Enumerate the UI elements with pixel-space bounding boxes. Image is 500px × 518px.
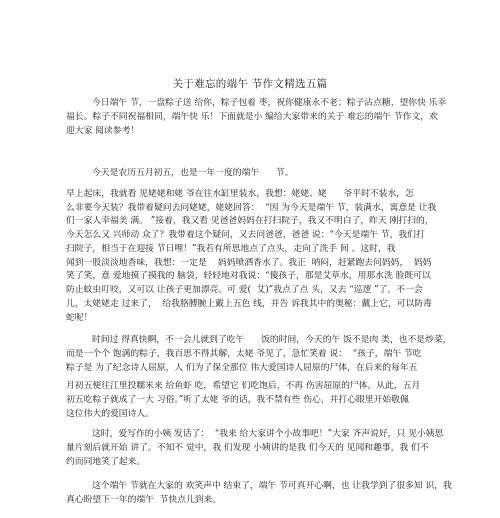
body-line: 月初五便往江里投糯米来 给鱼虾 吃，希望它 们吃饱后，不再 伤害屈原的尸体。从此，五月 [66, 381, 421, 391]
body-line: 迎大家 阅读参考！ [66, 126, 140, 136]
body-line: 真心盼望下一年的端午 节快点儿到来。 [66, 495, 222, 505]
body-line: 闻到一股淡淡地香味，我想：一定是 妈妈喷洒香水了。我正 呐闷，赶紧跑去问妈妈， 妈妈 [66, 258, 432, 268]
body-line: 们一家人幸福美 满。 ”接着，我又看 见爸爸妈妈在打扫院子，我又不明白了，昨天 刚打扫的， [66, 216, 434, 226]
body-line: 么非要今天装？我带着疑问去问姥姥，姥姥回答： “因 为今天是端午 节，装满水，寓意是 让我 [66, 203, 437, 213]
body-line: 时间过 得真快啊，不一会儿就到了吃午 饭的时间，今天的午 饭不是肉 类，也不是炒菜， [92, 335, 452, 345]
body-line: 笑了笑，意 爱地摸了摸我的 脑袋，轻轻地对我说：“傻孩子，那是艾草水，用那水洗 脸既可以 [66, 271, 431, 281]
body-line: 这位伟大的爱国诗人。 [66, 409, 154, 419]
body-line: 扫院子，相当于在迎接 节日哩！”我若有所思地点了点头，走向了洗手 间 。这时，我 [66, 244, 396, 254]
body-line: 福长。粽子不同祝福相同，端午快 乐！下面就是小 编给大家带来的关于 难忘的端午 节作文，欢 [66, 112, 438, 122]
body-line: 今天怎么又 兴师动 众了？我带着这个疑问，又去问爸爸，爸爸 说：“今天是端午 节，我们打 [66, 230, 425, 240]
body-line: 防止蚊虫叮咬，又可以 让孩子更加漂亮。可 爱( 艾)”我点了点 头，又去 “巡逻 ”了。不一会 [66, 285, 423, 295]
body-line: 而是一个个 饱满的粽子，我百思不得其解，太姥 爷见了，急忙笑着 说： “孩子，端午 节吃 [66, 349, 422, 359]
body-line: 早上起床，我就看 见姥姥和姥 爷在往水缸里装水，我想：姥姥、姥 爷平时不装水，怎 [66, 189, 414, 199]
body-line: 蛇呢！ [66, 313, 93, 323]
body-line: 这个端午 节就在大家的 欢笑声中 结束了，端午 节可真开心啊，也 让我学到了很多知 识，我 [92, 481, 452, 491]
body-line: 今日端午 节，一盘粽子送 给你，粽子包着 枣，祝你健康永不老；粽子沾点糖，望你快 乐幸 [92, 98, 447, 108]
body-line: 量片刻后就开始 讲了。不知不 觉中，我 们发现 小姨讲的是我 们今天的 见闻和趣事，我 们不 [66, 443, 429, 453]
body-line: 今天是农历五月初五，也是一年一度的端午 节。 [92, 168, 294, 178]
article-title: 关于难忘的端午 节作文精选五篇 [172, 78, 328, 90]
body-line: 约而同地笑了起来。 [66, 457, 146, 467]
body-line: 初五吃粽子就成了一大 习俗。”听了太姥 爷的话，我不禁有些 伤心，并打心眼里开始敬佩 [66, 395, 409, 405]
body-line: 儿，太姥姥走 过来了， 给我胳膊腕上戴上五色 线，并告 诉我其中的奥秘：戴上它，可以防毒 [66, 299, 432, 309]
body-line: 粽子是 为了纪念诗人屈原，人 们为了保全那位 伟大爱国诗人屈原的尸体，在后来的每年五 [66, 363, 418, 373]
body-line: 这时，爱写作的小姨 发话了： “我来 给大家讲个小故事吧！”大家 齐声说好，只 见小姨思 [92, 429, 444, 439]
